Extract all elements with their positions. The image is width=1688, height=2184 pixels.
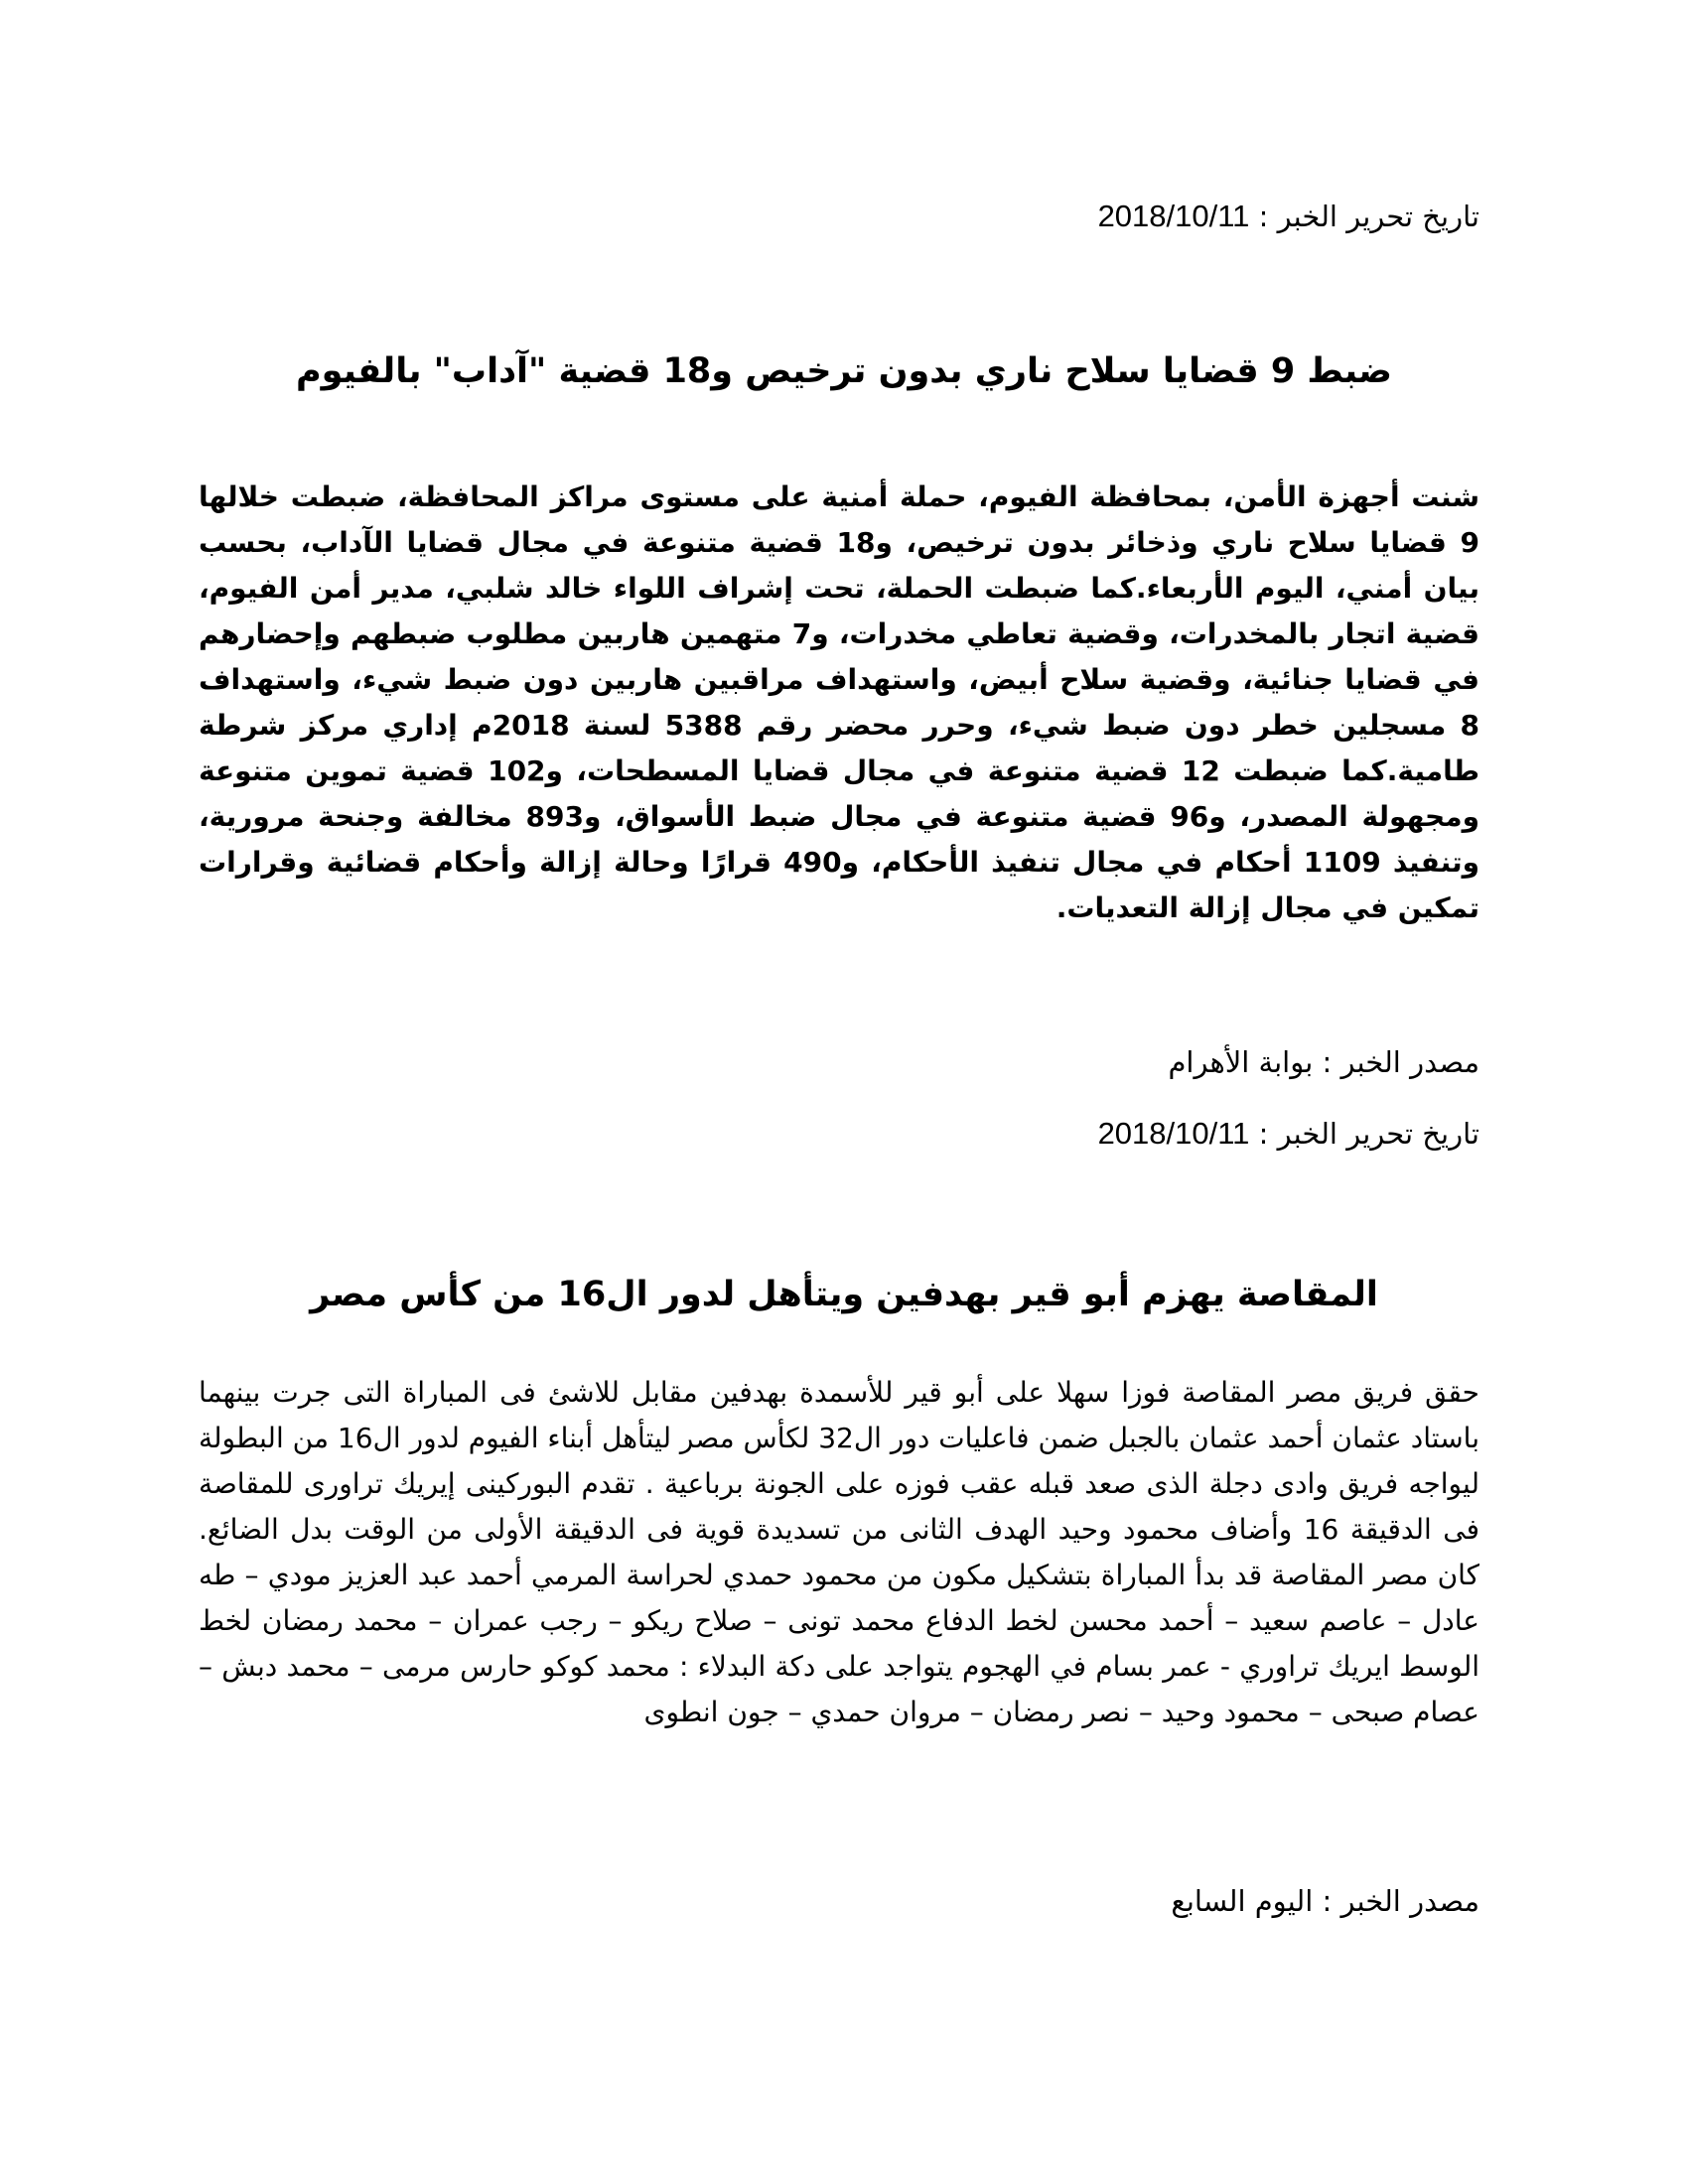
article-2-date-line bbox=[487, 1114, 1479, 1154]
article-2-source-line bbox=[487, 1881, 1479, 1921]
article-1-source-label: مصدر الخبر : bbox=[1322, 1045, 1479, 1079]
article-1-source-line bbox=[487, 1042, 1479, 1082]
article-1-date-value: 2018/10/11 bbox=[1097, 199, 1250, 233]
article-1-source-value: بوابة الأهرام bbox=[1168, 1045, 1314, 1079]
article-2-source-label: مصدر الخبر : bbox=[1322, 1884, 1479, 1918]
article-1-title: ضبط 9 قضايا سلاح ناري بدون ترخيص و18 قضية "آداب" بالفيوم bbox=[295, 351, 1393, 391]
article-2-date-value: 2018/10/11 bbox=[1097, 1116, 1250, 1151]
article-2-body: حقق فريق مصر المقاصة فوزا سهلا على أبو قير للأسمدة بهدفين مقابل للاشئ فى المباراة التى جرت بينهما باستاد عثمان أحمد عثمان بالجبل ضمن فاعليات دور ال32 لكأس مصر ليتأهل أبناء الفيوم لدور ال16 من البطولة ليواجه فريق وادى دجلة الذى صعد قبله عقب فوزه على الجونة برباعية . تقدم البوركينى إيريك تراورى للمقاصة فى الدقيقة 16 وأضاف محمود وحيد الهدف الثانى من تسديدة قوية فى الدقيقة الأولى من الوقت بدل الضائع. كان مصر المقاصة قد بدأ المباراة بتشكيل مكون من محمود حمدي لحراسة المرمي أحمد عبد العزيز مودي – طه عادل – عاصم سعيد – أحمد محسن لخط الدفاع محمد تونى – صلاح ريكو – رجب عمران – محمد رمضان لخط الوسط ايريك تراوري - عمر بسام في الهجوم يتواجد على دكة البدلاء : محمد كوكو حارس مرمى – محمد دبش – عصام صبحى – محمود وحيد – نصر رمضان – مروان حمدي – جون انطوى bbox=[199, 1376, 1479, 1728]
article-2-date-label: تاريخ تحرير الخبر : bbox=[1258, 1117, 1479, 1151]
article-1-date-line bbox=[487, 197, 1479, 236]
article-1-date-label: تاريخ تحرير الخبر : bbox=[1258, 200, 1479, 233]
article-1-body: شنت أجهزة الأمن، بمحافظة الفيوم، حملة أمنية على مستوى مراكز المحافظة، ضبطت خلالها 9 قضايا سلاح ناري وذخائر بدون ترخيص، و18 قضية متنوعة في مجال قضايا الآداب، بحسب بيان أمني، اليوم الأربعاء.كما ضبطت الحملة، تحت إشراف اللواء خالد شلبي، مدير أمن الفيوم، قضية اتجار بالمخدرات، وقضية تعاطي مخدرات، و7 متهمين هاربين مطلوب ضبطهم وإحضارهم في قضايا جنائية، وقضية سلاح أبيض، واستهداف مراقبين هاربين دون ضبط شيء، واستهداف 8 مسجلين خطر دون ضبط شيء، وحرر محضر رقم 5388 لسنة 2018م إداري مركز شرطة طامية.كما ضبطت 12 قضية متنوعة في مجال قضايا المسطحات، و102 قضية تموين متنوعة ومجهولة المصدر، و96 قضية متنوعة في مجال ضبط الأسواق، و893 مخالفة وجنحة مرورية، وتنفيذ 1109 أحكام في مجال تنفيذ الأحكام، و490 قرارًا وحالة إزالة وأحكام قضائية وقرارات تمكين في مجال إزالة التعديات. bbox=[199, 480, 1479, 924]
article-2-source-value: اليوم السابع bbox=[1171, 1884, 1314, 1918]
article-2-title: المقاصة يهزم أبو قير بهدفين ويتأهل لدور ال16 من كأس مصر bbox=[310, 1275, 1378, 1314]
